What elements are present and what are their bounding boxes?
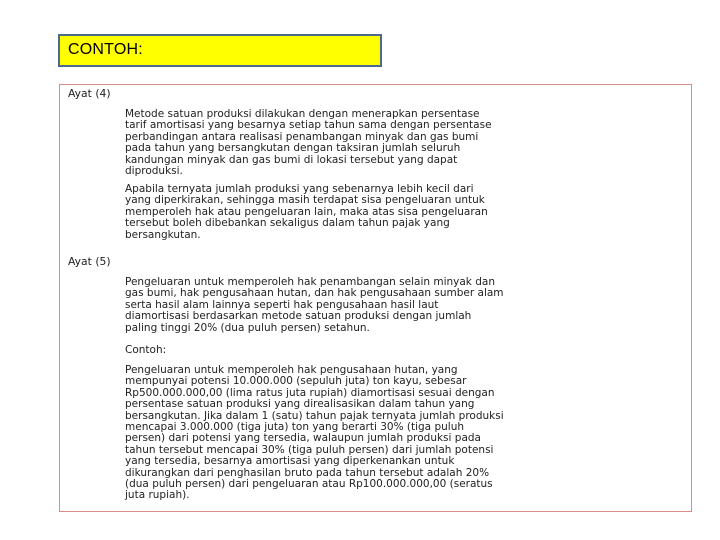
document-frame bbox=[59, 84, 692, 512]
ayat-5-paragraph-1: Pengeluaran untuk memperoleh hak penambangan selain minyak dan gas bumi, hak pengusahaan hutan, dan hak pengusahaan sumber alam serta hasil alam lainnya seperti hak pengusahaan hasil laut diamortisasi berdasarkan metode satuan produksi dengan jumlah paling tinggi 20% (dua puluh persen) setahun. bbox=[125, 276, 504, 334]
contoh-label: Contoh: bbox=[125, 344, 167, 356]
title-box bbox=[58, 34, 382, 67]
ayat-4-paragraph-2: Apabila ternyata jumlah produksi yang sebenarnya lebih kecil dari yang diperkirakan, sehingga masih terdapat sisa pengeluaran untuk memperoleh hak atau pengeluaran lain, maka atas sisa pengeluaran tersebut boleh dibebankan sekaligus dalam tahun pajak yang bersangkutan. bbox=[125, 183, 488, 241]
ayat-4-heading: Ayat (4) bbox=[68, 87, 111, 100]
page-title: CONTOH: bbox=[68, 41, 143, 58]
ayat-5-paragraph-2: Pengeluaran untuk memperoleh hak pengusahaan hutan, yang mempunyai potensi 10.000.000 (sepuluh juta) ton kayu, sebesar Rp500.000.000,00 (lima ratus juta rupiah) diamortisasi sesuai dengan persentase satuan produksi yang direalisasikan dalam tahun yang bersangkutan. Jika dalam 1 (satu) tahun pajak ternyata jumlah produksi mencapai 3.000.000 (tiga juta) ton yang berarti 30% (tiga puluh persen) dari potensi yang tersedia, walaupun jumlah produksi pada tahun tersebut mencapai 30% (tiga puluh persen) dari jumlah potensi yang tersedia, besarnya amortisasi yang diperkenankan untuk dikurangkan dari penghasilan bruto pada tahun tersebut adalah 20% (dua puluh persen) dari pengeluaran atau Rp100.000.000,00 (seratus juta rupiah). bbox=[125, 364, 504, 502]
ayat-4-paragraph-1: Metode satuan produksi dilakukan dengan menerapkan persentase tarif amortisasi yang besarnya setiap tahun sama dengan persentase perbandingan antara realisasi penambangan minyak dan gas bumi pada tahun yang bersangkutan dengan taksiran jumlah seluruh kandungan minyak dan gas bumi di lokasi tersebut yang dapat diproduksi. bbox=[125, 108, 492, 178]
ayat-5-heading: Ayat (5) bbox=[68, 255, 111, 268]
